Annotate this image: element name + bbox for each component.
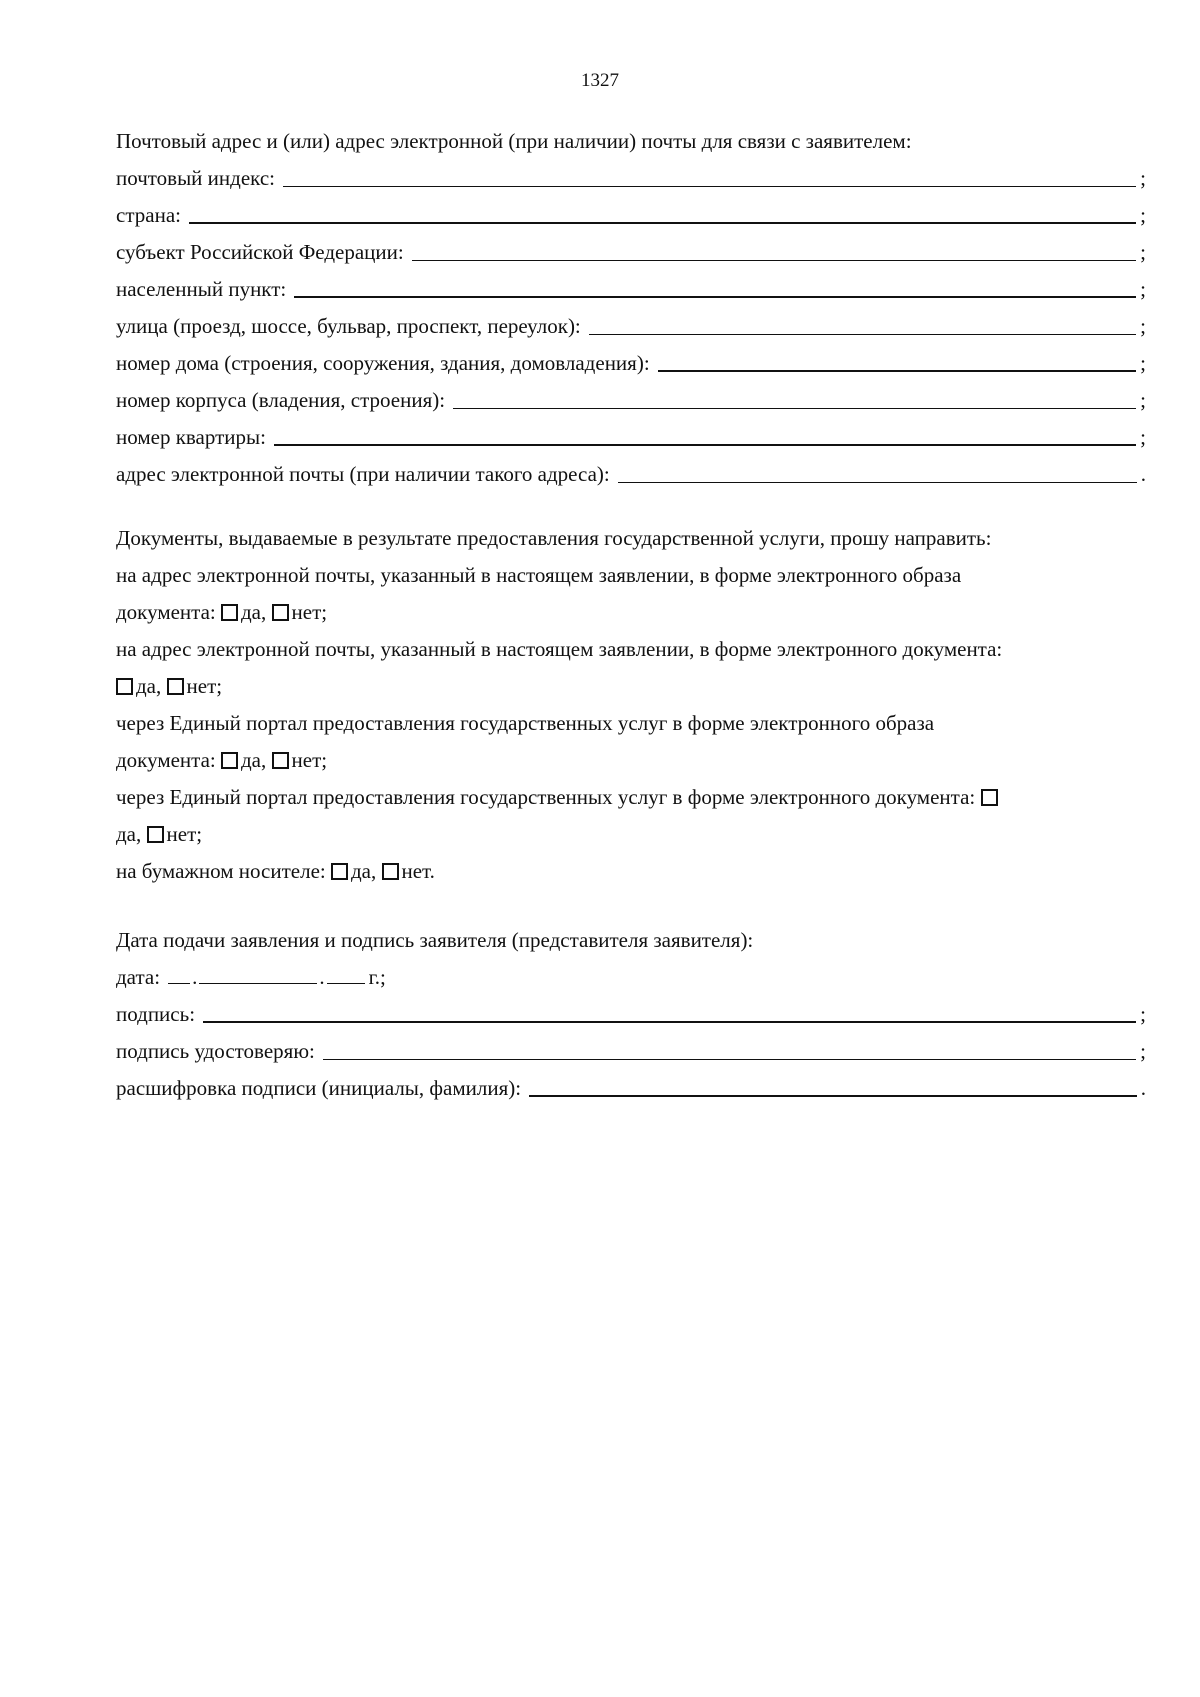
delivery-option-email-image xyxy=(116,557,1146,631)
yes-label: да, xyxy=(241,600,267,624)
address-section xyxy=(116,123,1146,493)
signature-certify-label: подпись удостоверяю: xyxy=(116,1039,315,1063)
checkbox-email-image-yes[interactable] xyxy=(221,604,238,621)
delivery-option-email-document xyxy=(116,631,1146,705)
date-month-input[interactable] xyxy=(199,983,317,984)
address-intro-text: Почтовый адрес и (или) адрес электронной (при наличии) почты для связи с заявителем: xyxy=(116,129,912,153)
postal-code-label: почтовый индекс: xyxy=(116,166,275,190)
field-signature xyxy=(116,996,1146,1033)
date-suffix: г.; xyxy=(368,965,386,989)
building-input[interactable] xyxy=(453,408,1136,409)
checkbox-portal-document-yes[interactable] xyxy=(981,789,998,806)
postal-code-end: ; xyxy=(1140,166,1146,190)
email-input[interactable] xyxy=(618,482,1137,483)
delivery-option-portal-document xyxy=(116,779,1146,853)
date-dot-2: . xyxy=(319,965,325,989)
no-label: нет; xyxy=(186,674,223,698)
signature-end: ; xyxy=(1140,1002,1146,1026)
signature-certify-input[interactable] xyxy=(323,1059,1136,1060)
delivery-option-portal-image xyxy=(116,705,1146,779)
checkbox-email-document-no[interactable] xyxy=(167,678,184,695)
checkbox-paper-no[interactable] xyxy=(382,863,399,880)
locality-end: ; xyxy=(1140,277,1146,301)
option-portal-document-text: через Единый портал предоставления государственных услуг в форме электронного документа: xyxy=(116,785,976,809)
yes-label: да, xyxy=(136,674,162,698)
option-email-image-text-2: документа: xyxy=(116,600,216,624)
yes-label: да, xyxy=(116,822,142,846)
signature-intro-text: Дата подачи заявления и подпись заявителя (представителя заявителя): xyxy=(116,928,754,952)
no-label: нет; xyxy=(166,822,203,846)
postal-code-input[interactable] xyxy=(283,186,1136,187)
signature-intro xyxy=(116,922,1146,959)
signature-decode-label: расшифровка подписи (инициалы, фамилия): xyxy=(116,1076,522,1100)
locality-input[interactable] xyxy=(294,296,1136,298)
house-input[interactable] xyxy=(658,370,1137,372)
delivery-intro: Документы, выдаваемые в результате предоставления государственной услуги, прошу направить: xyxy=(116,526,992,550)
signature-label: подпись: xyxy=(116,1002,196,1026)
field-postal-code xyxy=(116,160,1146,197)
region-end: ; xyxy=(1140,240,1146,264)
page-number: 1327 xyxy=(581,70,619,91)
date-year-input[interactable] xyxy=(327,983,365,984)
no-label: нет. xyxy=(401,859,435,883)
field-date xyxy=(116,959,1146,996)
checkbox-portal-image-yes[interactable] xyxy=(221,752,238,769)
field-building xyxy=(116,382,1146,419)
option-email-document-text: на адрес электронной почты, указанный в настоящем заявлении, в форме электронного документа: xyxy=(116,637,1003,661)
region-label: субъект Российской Федерации: xyxy=(116,240,404,264)
date-label: дата: xyxy=(116,965,161,989)
email-label: адрес электронной почты (при наличии такого адреса): xyxy=(116,462,610,486)
country-input[interactable] xyxy=(189,222,1136,224)
apartment-input[interactable] xyxy=(274,444,1136,446)
field-signature-decode xyxy=(116,1070,1146,1107)
house-label: номер дома (строения, сооружения, здания, домовладения): xyxy=(116,351,650,375)
locality-label: населенный пункт: xyxy=(116,277,287,301)
field-apartment xyxy=(116,419,1146,456)
option-paper-text: на бумажном носителе: xyxy=(116,859,326,883)
region-input[interactable] xyxy=(412,260,1136,261)
field-email xyxy=(116,456,1146,493)
checkbox-email-document-yes[interactable] xyxy=(116,678,133,695)
no-label: нет; xyxy=(291,748,328,772)
signature-certify-end: ; xyxy=(1140,1039,1146,1063)
option-portal-image-text-1: через Единый портал предоставления государственных услуг в форме электронного образа xyxy=(116,711,935,735)
apartment-end: ; xyxy=(1140,425,1146,449)
building-label: номер корпуса (владения, строения): xyxy=(116,388,446,412)
checkbox-portal-document-no[interactable] xyxy=(147,826,164,843)
option-email-image-text-1: на адрес электронной почты, указанный в настоящем заявлении, в форме электронного образа xyxy=(116,563,962,587)
field-signature-certify xyxy=(116,1033,1146,1070)
field-region xyxy=(116,234,1146,271)
country-label: страна: xyxy=(116,203,181,227)
signature-input[interactable] xyxy=(203,1021,1136,1023)
option-portal-image-text-2: документа: xyxy=(116,748,216,772)
delivery-option-paper xyxy=(116,853,1146,890)
street-end: ; xyxy=(1140,314,1146,338)
checkbox-portal-image-no[interactable] xyxy=(272,752,289,769)
checkbox-email-image-no[interactable] xyxy=(272,604,289,621)
field-street xyxy=(116,308,1146,345)
street-label: улица (проезд, шоссе, бульвар, проспект, переулок): xyxy=(116,314,581,338)
signature-section xyxy=(116,922,1146,1107)
field-house xyxy=(116,345,1146,382)
address-intro xyxy=(116,123,1146,160)
building-end: ; xyxy=(1140,388,1146,412)
yes-label: да, xyxy=(350,859,377,883)
house-end: ; xyxy=(1140,351,1146,375)
date-day-input[interactable] xyxy=(168,983,190,984)
no-label: нет; xyxy=(291,600,328,624)
country-end: ; xyxy=(1140,203,1146,227)
checkbox-paper-yes[interactable] xyxy=(331,863,348,880)
apartment-label: номер квартиры: xyxy=(116,425,266,449)
field-country xyxy=(116,197,1146,234)
field-locality xyxy=(116,271,1146,308)
delivery-section xyxy=(116,520,1146,890)
yes-label: да, xyxy=(241,748,267,772)
signature-decode-input[interactable] xyxy=(529,1095,1137,1097)
street-input[interactable] xyxy=(589,334,1136,335)
date-dot-1: . xyxy=(192,965,198,989)
email-end: . xyxy=(1140,462,1146,486)
signature-decode-end: . xyxy=(1140,1076,1146,1100)
